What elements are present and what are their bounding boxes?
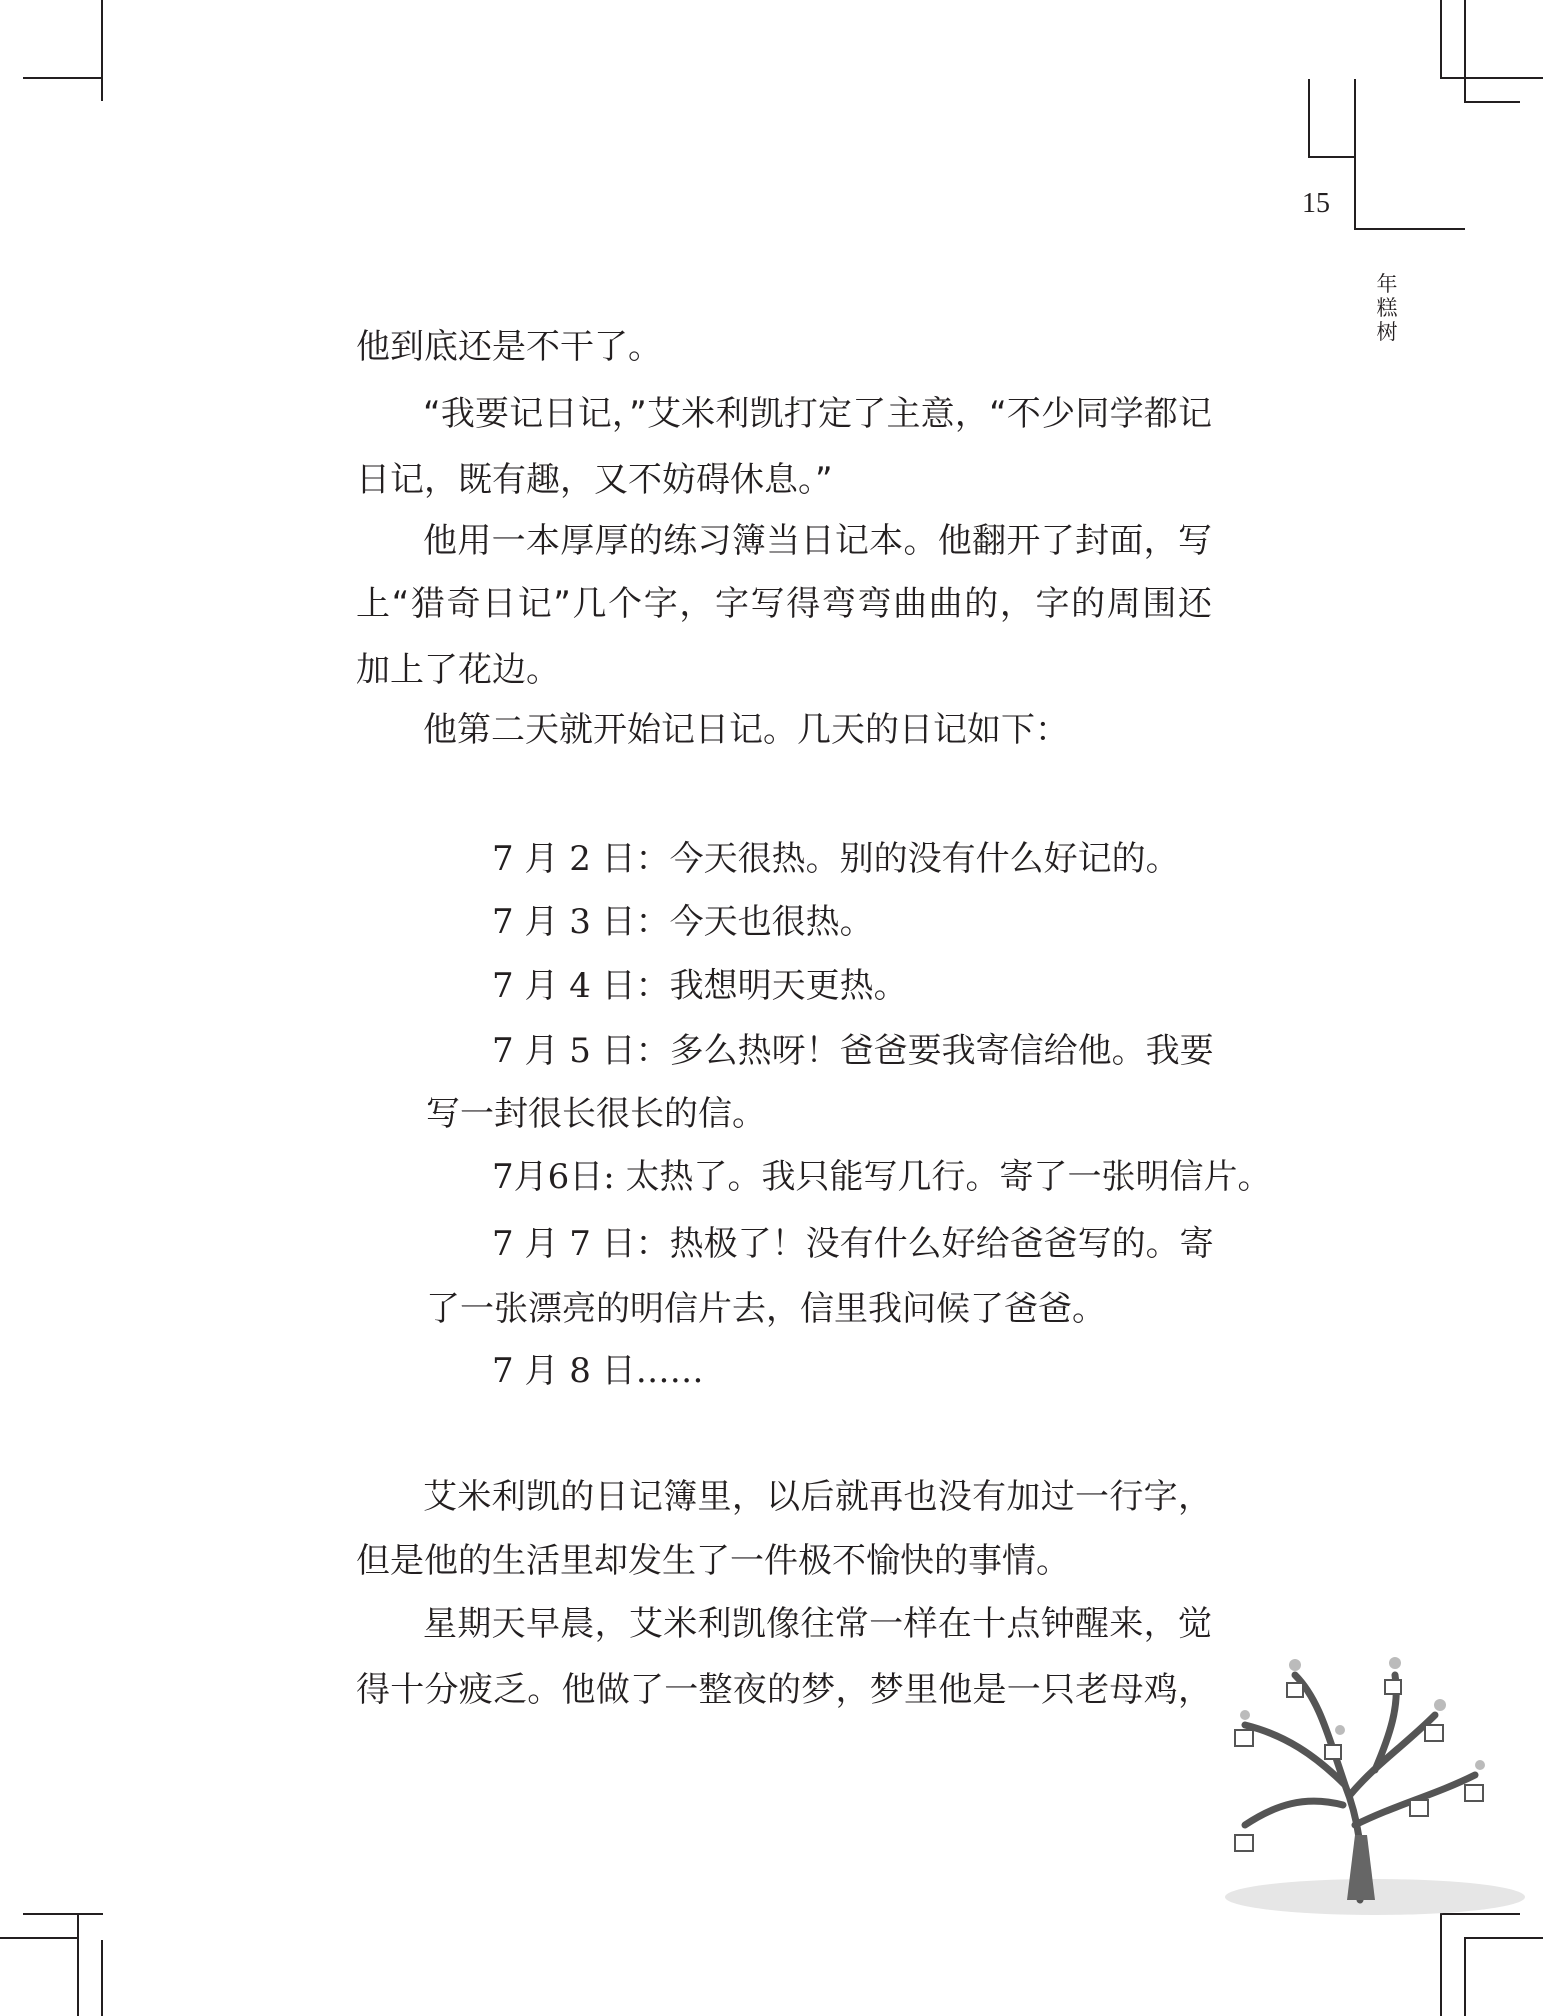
paragraph-line: 加上了花边。 — [356, 650, 560, 690]
diary-entry: 7 月 4 日：我想明天更热。 — [492, 966, 908, 1006]
paragraph-line: 但是他的生活里却发生了一件极不愉快的事情。 — [356, 1541, 1070, 1581]
paragraph-line: 得十分疲乏。他做了一整夜的梦，梦里他是一只老母鸡， — [356, 1670, 1212, 1710]
paragraph-line: 他第二天就开始记日记。几天的日记如下： — [423, 710, 1069, 750]
running-title: 年糕树 — [1376, 272, 1398, 344]
diary-entry: 写一封很长很长的信。 — [426, 1094, 766, 1134]
diary-entry: 7 月 3 日：今天也很热。 — [492, 902, 874, 942]
diary-entry: 7 月 8 日…… — [492, 1351, 704, 1391]
paragraph-line: 日记，既有趣，又不妨碍休息。” — [356, 460, 833, 500]
paragraph-line: 他到底还是不干了。 — [356, 327, 662, 367]
diary-entry: 7月6日: 太热了。我只能写几行。寄了一张明信片。 — [492, 1157, 1272, 1197]
paragraph-line: 上“猎奇日记”几个字，字写得弯弯曲曲的，字的周围还 — [356, 584, 1212, 624]
diary-entry: 7 月 7 日：热极了！没有什么好给爸爸写的。寄 — [492, 1224, 1214, 1264]
paragraph-line: 艾米利凯的日记簿里，以后就再也没有加过一行字， — [423, 1477, 1212, 1517]
tree-illustration — [1175, 1635, 1543, 1920]
diary-entry: 7 月 2 日：今天很热。别的没有什么好记的。 — [492, 839, 1180, 879]
paragraph-line: 他用一本厚厚的练习簿当日记本。他翻开了封面，写 — [423, 521, 1212, 561]
diary-entry: 7 月 5 日：多么热呀！爸爸要我寄信给他。我要 — [492, 1031, 1214, 1071]
diary-entry: 了一张漂亮的明信片去，信里我问候了爸爸。 — [426, 1289, 1106, 1329]
page-number: 15 — [1302, 188, 1330, 219]
paragraph-line: “我要记日记，”艾米利凯打定了主意，“不少同学都记 — [423, 394, 1212, 434]
paragraph-line: 星期天早晨，艾米利凯像往常一样在十点钟醒来，觉 — [423, 1604, 1212, 1644]
